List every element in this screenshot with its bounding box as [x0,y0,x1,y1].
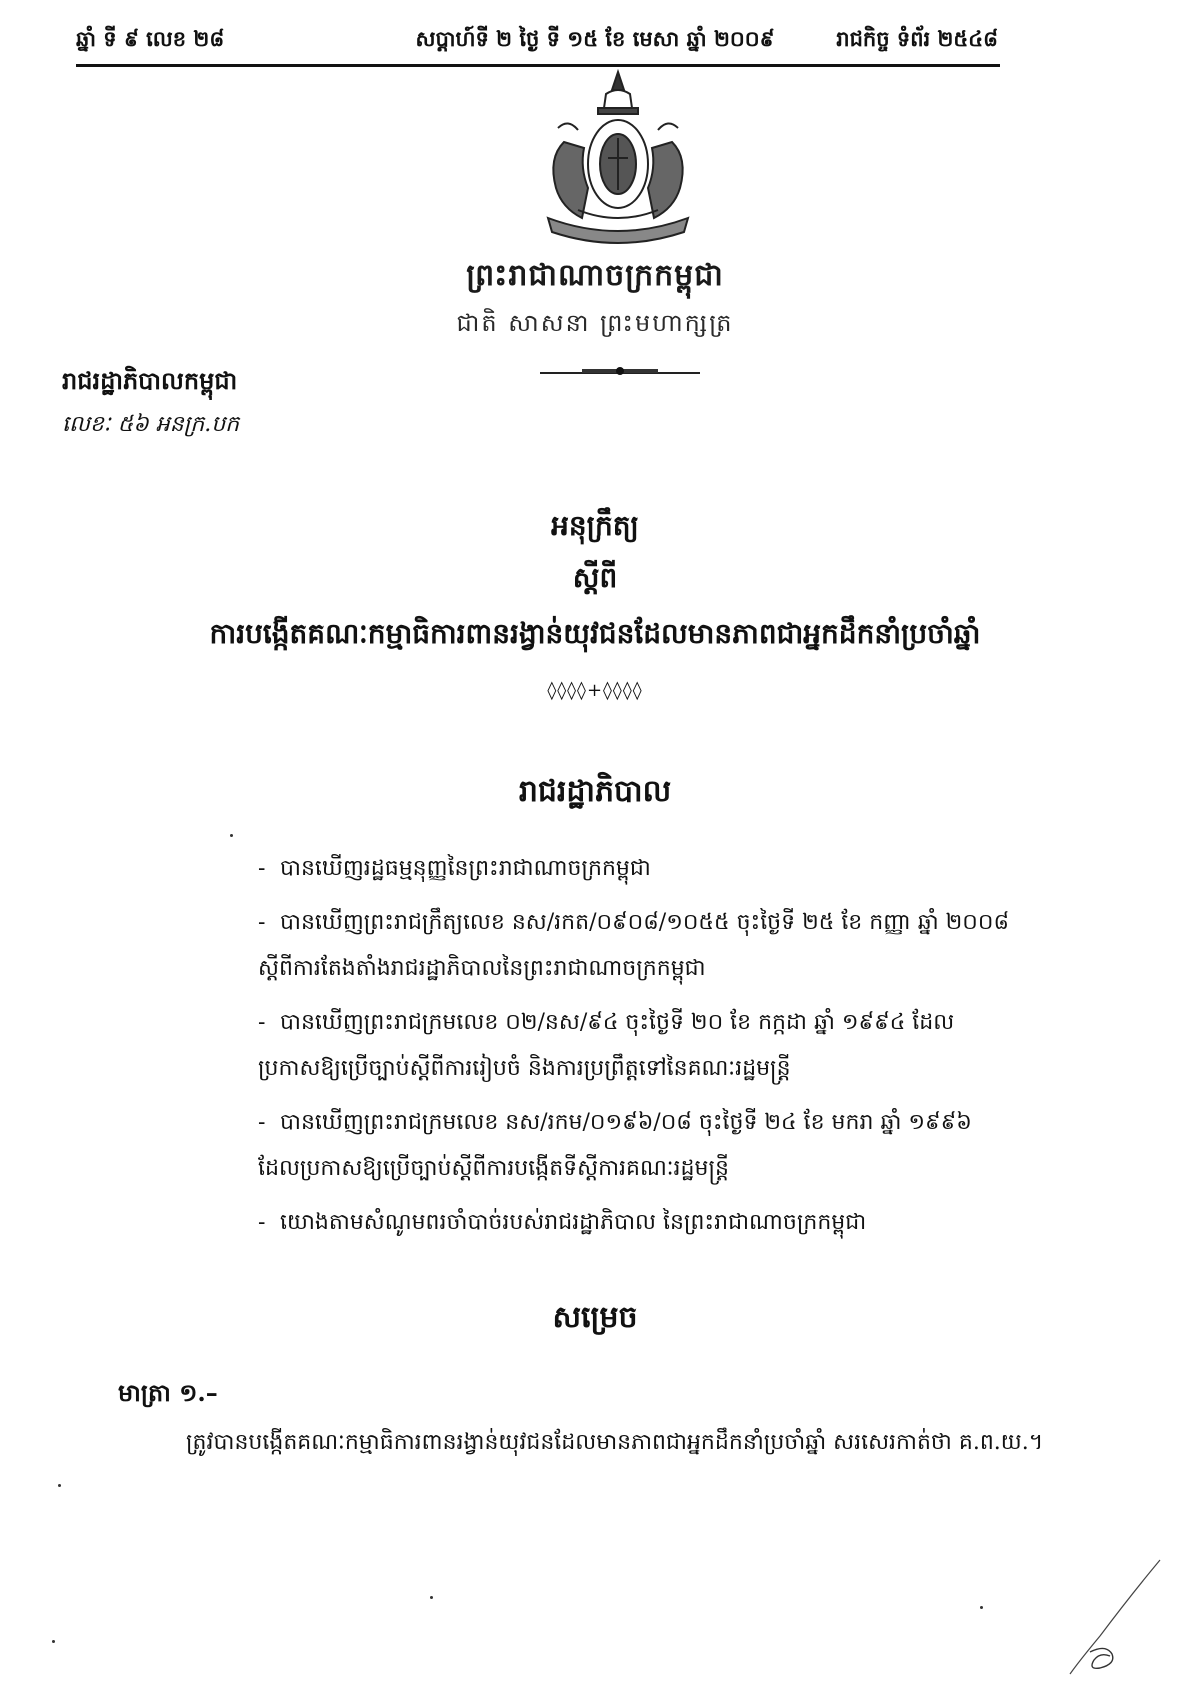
gazette-page: រាជកិច្ច ទំព័រ ២៥៤៨ [836,26,998,51]
legal-basis-text: យោងតាមសំណូមពរចាំបាច់របស់រាជរដ្ឋាភិបាល នៃព្រះរាជាណាចក្រកម្ពុជា [280,1210,867,1235]
legal-basis-item [258,1100,1018,1192]
speck [230,834,233,837]
header-rule [76,64,1000,67]
issuing-authority: រាជរដ្ឋាភិបាល [518,774,672,809]
article-1-text: ត្រូវបានបង្កើតគណៈកម្មាធិការពានរង្វាន់យុវជនដែលមានភាពជាអ្នកដឹកនាំប្រចាំឆ្នាំ សរសេរកាត់ថា គ.ព.យ.។ [186,1430,1044,1455]
legal-basis-item [258,1000,1018,1092]
legal-basis-text: បានឃើញព្រះរាជក្រឹត្យលេខ នស/រកត/០៩០៨/១០៥៥ ចុះថ្ងៃទី ២៥ ខែ កញ្ញា ឆ្នាំ ២០០៨ ស្តីពីការតែងតាំងរាជរដ្ឋាភិបាលនៃព្រះរាជាណាចក្រកម្ពុជា [258,910,1010,981]
document-subject-title: ការបង្កើតគណៈកម្មាធិការពានរង្វាន់យុវជនដែលមានភាពជាអ្នកដឹកនាំប្រចាំឆ្នាំ [209,617,981,650]
issuing-government: រាជរដ្ឋាភិបាលកម្ពុជា [62,366,238,395]
speck [980,1606,983,1609]
list-dash: - [258,1110,266,1135]
list-dash: - [258,1010,266,1035]
legal-basis-text: បានឃើញព្រះរាជក្រមលេខ ០២/នស/៩៤ ចុះថ្ងៃទី ២០ ខែ កក្កដា ឆ្នាំ ១៩៩៤ ដែលប្រកាសឱ្យប្រើច្បាប់ស្តីពីការរៀបចំ និងការប្រព្រឹត្តទៅនៃគណៈរដ្ឋមន្ត្រី [258,1010,955,1081]
motto-divider-ornament [582,366,658,376]
legal-basis-item [258,846,1018,892]
legal-basis-item [258,1200,1018,1246]
speck [430,1596,433,1599]
speck [52,1640,55,1643]
initials-signature-icon [1060,1556,1170,1680]
kingdom-name: ព្រះរាជាណាចក្រកម្ពុជា [466,258,724,293]
article-1-label: មាត្រា ១.– [118,1378,218,1407]
document-type-title: អនុក្រឹត្យ [551,509,639,542]
title-concerning: ស្តីពី [572,561,618,594]
legal-basis-list [258,846,1018,1254]
legal-basis-text: បានឃើញព្រះរាជក្រមលេខ នស/រកម/០១៩៦/០៨ ចុះថ្ងៃទី ២៤ ខែ មករា ឆ្នាំ ១៩៩៦ ដែលប្រកាសឱ្យប្រើច្បាប់ស្តីពីការបង្កើតទីស្តីការគណៈរដ្ឋមន្ត្រី [258,1110,972,1181]
gazette-date: សប្តាហ៍ទី ២ ថ្ងៃ ទី ១៥ ខែ មេសា ឆ្នាំ ២០០៩ [415,26,775,51]
legal-basis-item [258,900,1018,992]
royal-coat-of-arms-icon [528,68,708,248]
list-dash: - [258,1210,266,1235]
legal-basis-text: បានឃើញរដ្ឋធម្មនុញ្ញនៃព្រះរាជាណាចក្រកម្ពុជា [280,856,651,881]
document-number: លេខៈ ៥៦ អនក្រ.បក [62,412,240,437]
national-motto: ជាតិ សាសនា ព្រះមហាក្សត្រ [456,309,734,337]
speck [58,1484,61,1487]
list-dash: - [258,856,266,881]
title-ornament: ◊◊◊◊+◊◊◊◊ [547,680,643,701]
gazette-year-issue: ឆ្នាំ ទី ៩ លេខ ២៨ [76,26,225,51]
list-dash: - [258,910,266,935]
decision-heading: សម្រេច [552,1300,638,1335]
